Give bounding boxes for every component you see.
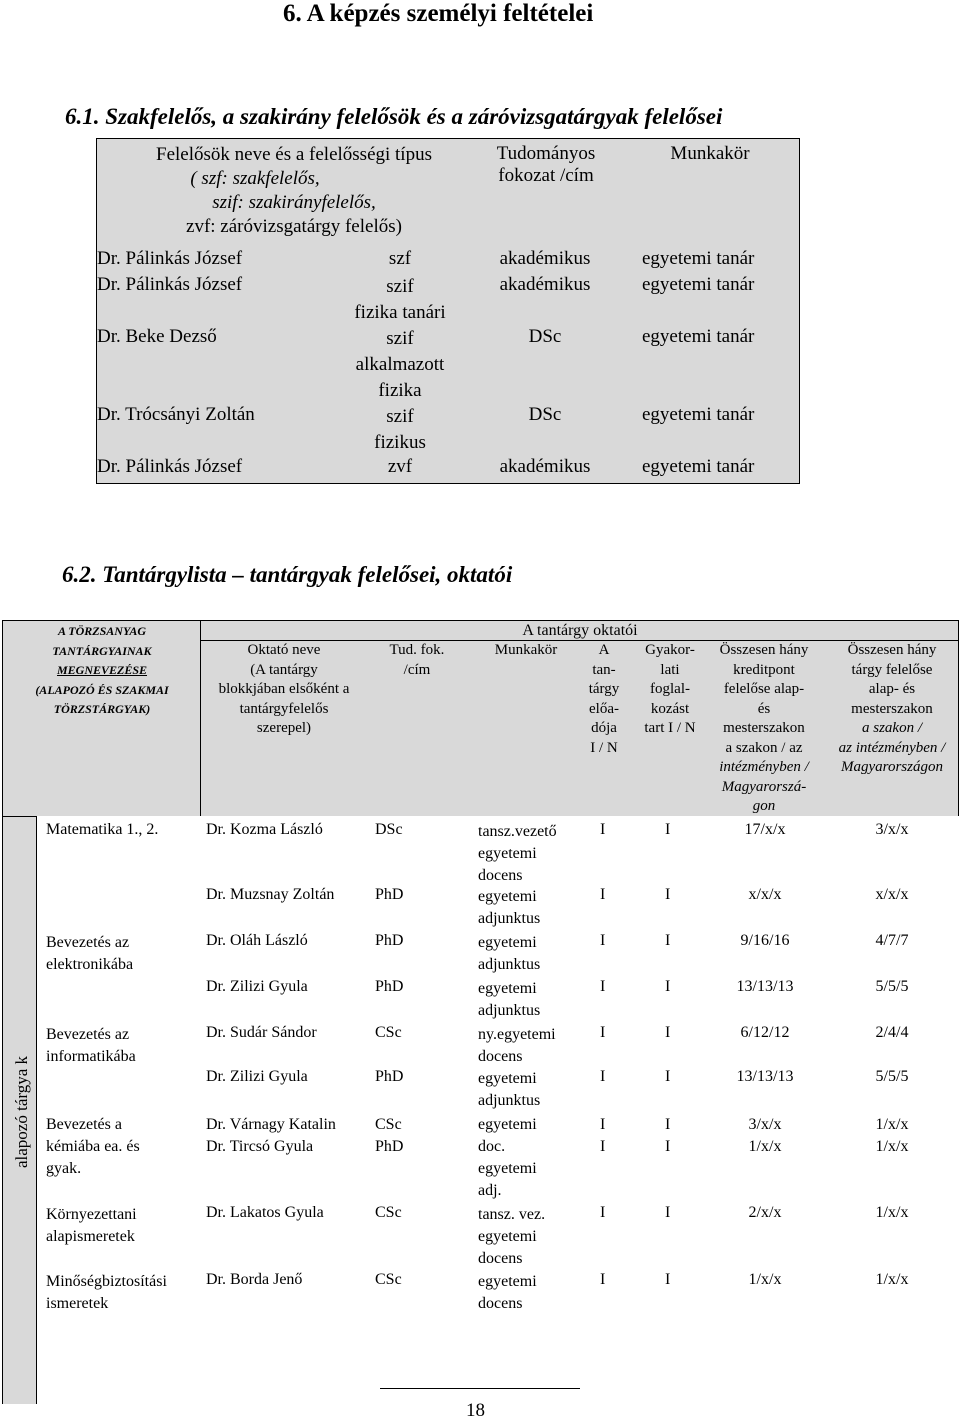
practice-flag: I: [665, 886, 671, 903]
page-number: 18: [466, 1400, 485, 1421]
position: egyetemi tanár: [642, 326, 755, 347]
header-position: Munkakör: [494, 642, 558, 658]
instructor-name: Dr. Oláh László: [206, 932, 308, 949]
person-name: Dr. Pálinkás József: [97, 248, 243, 269]
position: egyetemi tanár: [642, 456, 755, 477]
credits-count: 2/x/x: [748, 1204, 782, 1221]
degree: DSc: [528, 404, 562, 425]
position: egyetemi docens: [478, 1273, 537, 1312]
degree: PhD: [375, 1068, 404, 1085]
degree: CSc PhD: [375, 1116, 404, 1155]
practice-flag: I: [665, 932, 671, 949]
person-name: Dr. Pálinkás József: [97, 456, 243, 477]
subject-name: Bevezetés az informatikába: [46, 1026, 136, 1065]
subjects-count: 5/5/5: [875, 1068, 909, 1085]
instructor-name: Dr. Kozma László: [206, 821, 323, 838]
subjects-count: 5/5/5: [875, 978, 909, 995]
side-label: alapozó tárgya k: [12, 1055, 31, 1169]
degree: akadémikus: [499, 274, 591, 295]
degree: DSc: [375, 821, 403, 838]
credits-count: 1/x/x: [748, 1271, 782, 1288]
credits-count: 3/x/x 1/x/x: [748, 1116, 782, 1155]
subject-list-header: A TÖRZSANYAG TANTÁRGYAINAK MEGNEVEZÉSE (ALAPOZÓ ÉS SZAKMAI TÖRZSTÁRGYAK): [35, 624, 169, 716]
subject-name: Bevezetés az elektronikába: [46, 934, 134, 973]
subjects-count: 1/x/x: [875, 1204, 909, 1221]
lecturer-flag: I: [600, 1024, 606, 1041]
person-name: Dr. Beke Dezső: [97, 326, 217, 347]
subject-name: Környezettani alapismeretek: [46, 1206, 137, 1245]
responsibility-type: szif fizika tanári: [354, 276, 446, 323]
subjects-count: 4/7/7: [875, 932, 909, 949]
section-title: 6. A képzés személyi feltételei: [283, 0, 594, 27]
position: egyetemi adjunktus: [478, 980, 541, 1019]
header-lecturer: A tan- tárgy előa- dója I / N: [588, 642, 620, 756]
practice-flag: I: [665, 821, 671, 838]
table1-header-degree: Tudományos fokozat /cím: [496, 143, 596, 186]
position: egyetemi doc. egyetemi adj.: [478, 1116, 537, 1199]
credits-count: 9/16/16: [740, 932, 790, 949]
practice-flag: I: [665, 1204, 671, 1221]
position: egyetemi adjunktus: [478, 934, 541, 973]
lecturer-flag: I: [600, 886, 606, 903]
responsibility-type: zvf: [387, 456, 413, 477]
lecturer-flag: I: [600, 1204, 606, 1221]
position: egyetemi tanár: [642, 274, 755, 295]
header-instructor: Oktató neve (A tantárgy blokkjában elsőként a tantárgyfelelős szerepel): [218, 642, 350, 736]
degree: akadémikus: [499, 248, 591, 269]
subject-name: Matematika 1., 2.: [46, 821, 159, 838]
responsibility-type: szf: [388, 248, 412, 269]
table1-header-position: Munkakör: [670, 143, 750, 164]
credits-count: 6/12/12: [740, 1024, 790, 1041]
instructor-name: Dr. Borda Jenő: [206, 1271, 303, 1288]
position: egyetemi tanár: [642, 404, 755, 425]
subject-name: Minőségbiztosítási ismeretek: [46, 1273, 167, 1312]
credits-count: 17/x/x: [744, 821, 786, 838]
lecturer-flag: I: [600, 932, 606, 949]
subjects-count: 1/x/x: [875, 1271, 909, 1288]
responsibility-type: szif alkalmazott fizika: [355, 328, 445, 401]
header-credits: Összesen hány kreditpont felelőse alap- és mesterszakon a szakon / az intézményben / Magyarorszá- gon: [719, 642, 809, 814]
degree: CSc: [375, 1024, 402, 1041]
instructor-name: Dr. Várnagy Katalin Dr. Tircsó Gyula: [206, 1116, 336, 1155]
header-practice: Gyakor- lati foglal- kozást tart I / N: [644, 642, 696, 736]
subjects-count: 2/4/4: [875, 1024, 909, 1041]
table1-header-responsible: Felelősök neve és a felelősségi típus ( szf: szakfelelős, szif: szakirányfelelős, zvf: záróvizsgatárgy felelős): [156, 144, 432, 237]
instructor-name: Dr. Zilizi Gyula: [206, 978, 308, 995]
degree: akadémikus: [499, 456, 591, 477]
instructor-name: Dr. Muzsnay Zoltán: [206, 886, 335, 903]
practice-flag: I: [665, 1024, 671, 1041]
subsection-1-title: 6.1. Szakfelelős, a szakirány felelősök és a záróvizsgatárgyak felelősei: [65, 104, 723, 129]
practice-flag: I: [665, 1271, 671, 1288]
degree: DSc: [528, 326, 562, 347]
lecturer-flag: I: [600, 1068, 606, 1085]
instructor-name: Dr. Sudár Sándor: [206, 1024, 317, 1041]
position: ny.egyetemi docens: [478, 1026, 556, 1065]
lecturer-flag: I: [600, 978, 606, 995]
subjects-count: 3/x/x: [875, 821, 909, 838]
position: egyetemi tanár: [642, 248, 755, 269]
subjects-count: 1/x/x 1/x/x: [875, 1116, 909, 1155]
degree: PhD: [375, 886, 404, 903]
position: tansz.vezető egyetemi docens: [478, 823, 557, 884]
header-subjects: Összesen hány tárgy felelőse alap- és mesterszakon a szakon / az intézményben / Magyarországon: [838, 642, 946, 775]
position: egyetemi adjunktus: [478, 888, 541, 927]
lecturer-flag: I: [600, 1271, 606, 1288]
instructor-name: Dr. Lakatos Gyula: [206, 1204, 324, 1221]
credits-count: x/x/x: [748, 886, 782, 903]
degree: PhD: [375, 978, 404, 995]
lecturer-flag: I I: [600, 1116, 606, 1155]
credits-count: 13/13/13: [736, 1068, 794, 1085]
subject-name: Bevezetés a kémiába ea. és gyak.: [46, 1116, 140, 1177]
subjects-count: x/x/x: [875, 886, 909, 903]
credits-count: 13/13/13: [736, 978, 794, 995]
header-degree: Tud. fok. /cím: [389, 642, 445, 678]
degree: CSc: [375, 1204, 402, 1221]
instructor-name: Dr. Zilizi Gyula: [206, 1068, 308, 1085]
instructors-group-header: A tantárgy oktatói: [522, 622, 638, 639]
practice-flag: I: [665, 978, 671, 995]
responsibility-type: szif fizikus: [374, 406, 426, 453]
person-name: Dr. Pálinkás József: [97, 274, 243, 295]
degree: PhD: [375, 932, 404, 949]
person-name: Dr. Trócsányi Zoltán: [97, 404, 255, 425]
degree: CSc: [375, 1271, 402, 1288]
practice-flag: I I: [665, 1116, 671, 1155]
position: tansz. vez. egyetemi docens: [478, 1206, 546, 1267]
lecturer-flag: I: [600, 821, 606, 838]
footer-divider: [380, 1388, 580, 1389]
subsection-2-title: 6.2. Tantárgylista – tantárgyak felelősei, oktatói: [62, 562, 513, 587]
practice-flag: I: [665, 1068, 671, 1085]
position: egyetemi adjunktus: [478, 1070, 541, 1109]
